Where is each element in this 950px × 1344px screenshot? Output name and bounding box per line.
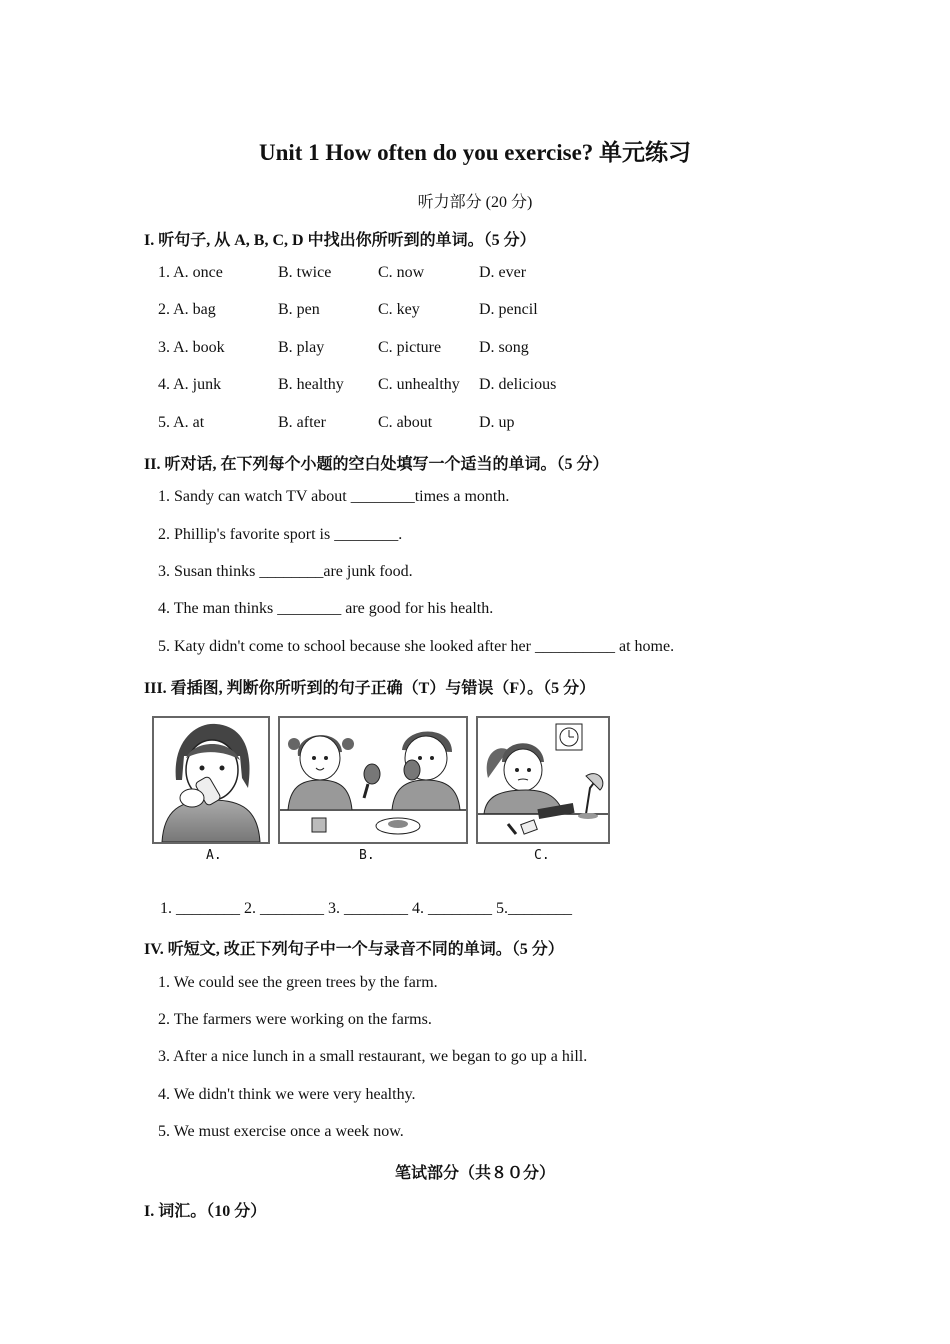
option-c: C. picture — [378, 339, 442, 356]
option-b: B. pen — [278, 301, 320, 318]
option-b: B. twice — [278, 264, 332, 281]
option-b: B. play — [278, 339, 325, 356]
option-a: 1. A. once — [158, 264, 223, 281]
option-c: C. key — [378, 301, 420, 318]
girl-drinking-illustration — [154, 718, 268, 842]
part4-item: 5. We must exercise once a week now. — [158, 1123, 404, 1140]
part2-item: 1. Sandy can watch TV about ________times a month. — [158, 488, 510, 505]
option-a: 4. A. junk — [158, 376, 222, 393]
picture-b-label: B. — [359, 848, 375, 863]
picture-c-label: C. — [534, 848, 550, 863]
part1-heading: I. 听句子, 从 A, B, C, D 中找出你所听到的单词。（5 分） — [144, 232, 536, 249]
part2-item: 5. Katy didn't come to school because she looked after her __________ at home. — [158, 638, 675, 655]
part4-item: 4. We didn't think we were very healthy. — [158, 1086, 416, 1103]
picture-a-girl-drinking — [152, 716, 270, 844]
option-c: C. now — [378, 264, 425, 281]
listening-section-header: 听力部分 (20 分) — [417, 194, 533, 211]
part3-answer-blanks: 1. ________ 2. ________ 3. ________ 4. ________ 5.________ — [160, 900, 572, 917]
option-a: 3. A. book — [158, 339, 225, 356]
kids-eating-illustration — [280, 718, 466, 842]
part2-item: 3. Susan thinks ________are junk food. — [158, 563, 413, 580]
option-a: 2. A. bag — [158, 301, 216, 318]
part3-heading: III. 看插图, 判断你所听到的句子正确（T）与错误（F）。（5 分） — [144, 680, 596, 697]
option-d: D. up — [479, 414, 515, 431]
part4-item: 1. We could see the green trees by the farm. — [158, 974, 438, 991]
option-b: B. after — [278, 414, 326, 431]
option-a: 5. A. at — [158, 414, 205, 431]
picture-a-label: A. — [206, 848, 222, 863]
option-d: D. pencil — [479, 301, 538, 318]
option-b: B. healthy — [278, 376, 344, 393]
picture-c-girl-studying — [476, 716, 610, 844]
written-section-header: 笔试部分（共８０分） — [394, 1165, 555, 1182]
part4-item: 2. The farmers were working on the farms. — [158, 1011, 432, 1028]
page-title: Unit 1 How often do you exercise? 单元练习 — [258, 140, 692, 165]
option-c: C. about — [378, 414, 433, 431]
picture-b-kids-eating — [278, 716, 468, 844]
option-d: D. ever — [479, 264, 527, 281]
option-c: C. unhealthy — [378, 376, 460, 393]
option-d: D. song — [479, 339, 529, 356]
part2-item: 2. Phillip's favorite sport is ________. — [158, 526, 403, 543]
part2-item: 4. The man thinks ________ are good for his health. — [158, 600, 494, 617]
girl-studying-illustration — [478, 718, 608, 842]
part4-heading: IV. 听短文, 改正下列句子中一个与录音不同的单词。（5 分） — [144, 941, 564, 958]
part2-heading: II. 听对话, 在下列每个小题的空白处填写一个适当的单词。（5 分） — [144, 456, 609, 473]
part4-item: 3. After a nice lunch in a small restaurant, we began to go up a hill. — [158, 1048, 588, 1065]
option-d: D. delicious — [479, 376, 557, 393]
written-part1-heading: I. 词汇。（10 分） — [144, 1203, 267, 1220]
